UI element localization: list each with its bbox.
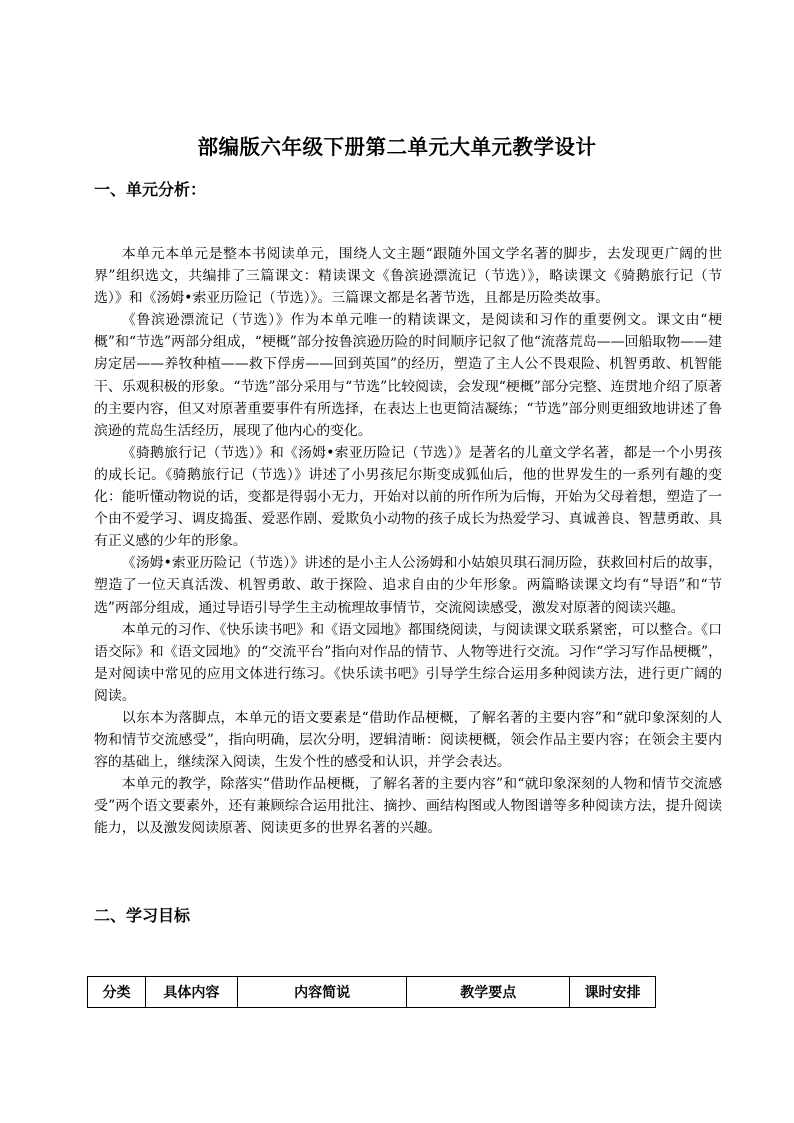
document-title: 部编版六年级下册第二单元大单元教学设计 [197, 135, 597, 159]
paragraph: 本单元的教学，除落实“借助作品梗概，了解名著的主要内容”和“就印象深刻的人物和情节交流感受”两个语文要素外，还有兼顾综合运用批注、摘抄、画结构图或人物图谱等多种阅读方法，提升阅读能力，以及激发阅读原著、阅读更多的世界名著的兴趣。 [94, 776, 722, 837]
table-header-cell: 教学要点 [407, 977, 570, 1008]
table-header-cell: 分类 [88, 977, 146, 1008]
paragraph: 《汤姆•索亚历险记（节选）》讲述的是小主人公汤姆和小姑娘贝琪石洞历险，获救回村后的故事，塑造了一位天真活泼、机智勇敢、敢于探险、追求自由的少年形象。两篇略读课文均有“导语”和“节选”两部分组成，通过导语引导学生主动梳理故事情节，交流阅读感受，激发对原著的阅读兴趣。 [94, 555, 722, 616]
table-header-cell: 内容简说 [237, 977, 407, 1008]
unit-analysis-body [94, 243, 722, 840]
table-header-cell: 课时安排 [570, 977, 656, 1008]
table-header-row [88, 977, 656, 1008]
table-header-cell: 具体内容 [145, 977, 237, 1008]
paragraph: 《骑鹅旅行记（节选）》和《汤姆•索亚历险记（节选）》是著名的儿童文学名著，都是一个小男孩的成长记。《骑鹅旅行记（节选）》讲述了小男孩尼尔斯变成狐仙后，他的世界发生的一系列有趣的变化：能听懂动物说的话，变都是得弱小无力，开始对以前的所作所为后悔，开始为父母着想，塑造了一个由不爱学习、调皮捣蛋、爱恶作剧、爱欺负小动物的孩子成长为热爱学习、真诚善良、智慧勇敢、具有正义感的少年的形象。 [94, 444, 722, 550]
paragraph: 《鲁滨逊漂流记（节选）》作为本单元唯一的精读课文，是阅读和习作的重要例文。课文由“梗概”和“节选”两部分组成，“梗概”部分按鲁滨逊历险的时间顺序记叙了他“流落荒岛——回船取物——建房定居——养牧种植——救下俘虏——回到英国”的经历，塑造了主人公不畏艰险、机智勇敢、机智能干、乐观积极的形象。“节选”部分采用与“节选”比较阅读，会发现“梗概”部分完整、连贯地介绍了原著的主要内容，但又对原著重要事件有所选择，在表达上也更简洁凝练；“节选”部分则更细致地讲述了鲁滨逊的荒岛生活经历，展现了他内心的变化。 [94, 312, 722, 439]
section-heading-unit-analysis: 一、单元分析： [94, 180, 207, 199]
paragraph: 以东本为落脚点，本单元的语文要素是“借助作品梗概，了解名著的主要内容”和“就印象深刻的人物和情节交流感受”，指向明确，层次分明，逻辑清晰：阅读梗概，领会作品主要内容；在领会主要内容的基础上，继续深入阅读，生发个性的感受和认识，并学会表达。 [94, 709, 722, 771]
paragraph: 本单元的习作、《快乐读书吧》和《语文园地》都围绕阅读，与阅读课文联系紧密，可以整合。《口语交际》和《语文园地》的“交流平台”指向对作品的情节、人物等进行交流。习作“学习写作品梗概”，是对阅读中常见的应用文体进行练习。《快乐读书吧》引导学生综合运用多种阅读方法，进行更广阔的阅读。 [94, 621, 722, 704]
learning-goals-table [87, 976, 656, 1008]
paragraph: 本单元本单元是整本书阅读单元，围绕人文主题“跟随外国文学名著的脚步，去发现更广阔的世界”组织选文，共编排了三篇课文：精读课文《鲁滨逊漂流记（节选）》，略读课文《骑鹅旅行记（节选）》和《汤姆•索亚历险记（节选）》。三篇课文都是名著节选，且都是历险类故事。 [94, 246, 722, 307]
section-heading-learning-goals: 二、学习目标 [94, 906, 191, 925]
